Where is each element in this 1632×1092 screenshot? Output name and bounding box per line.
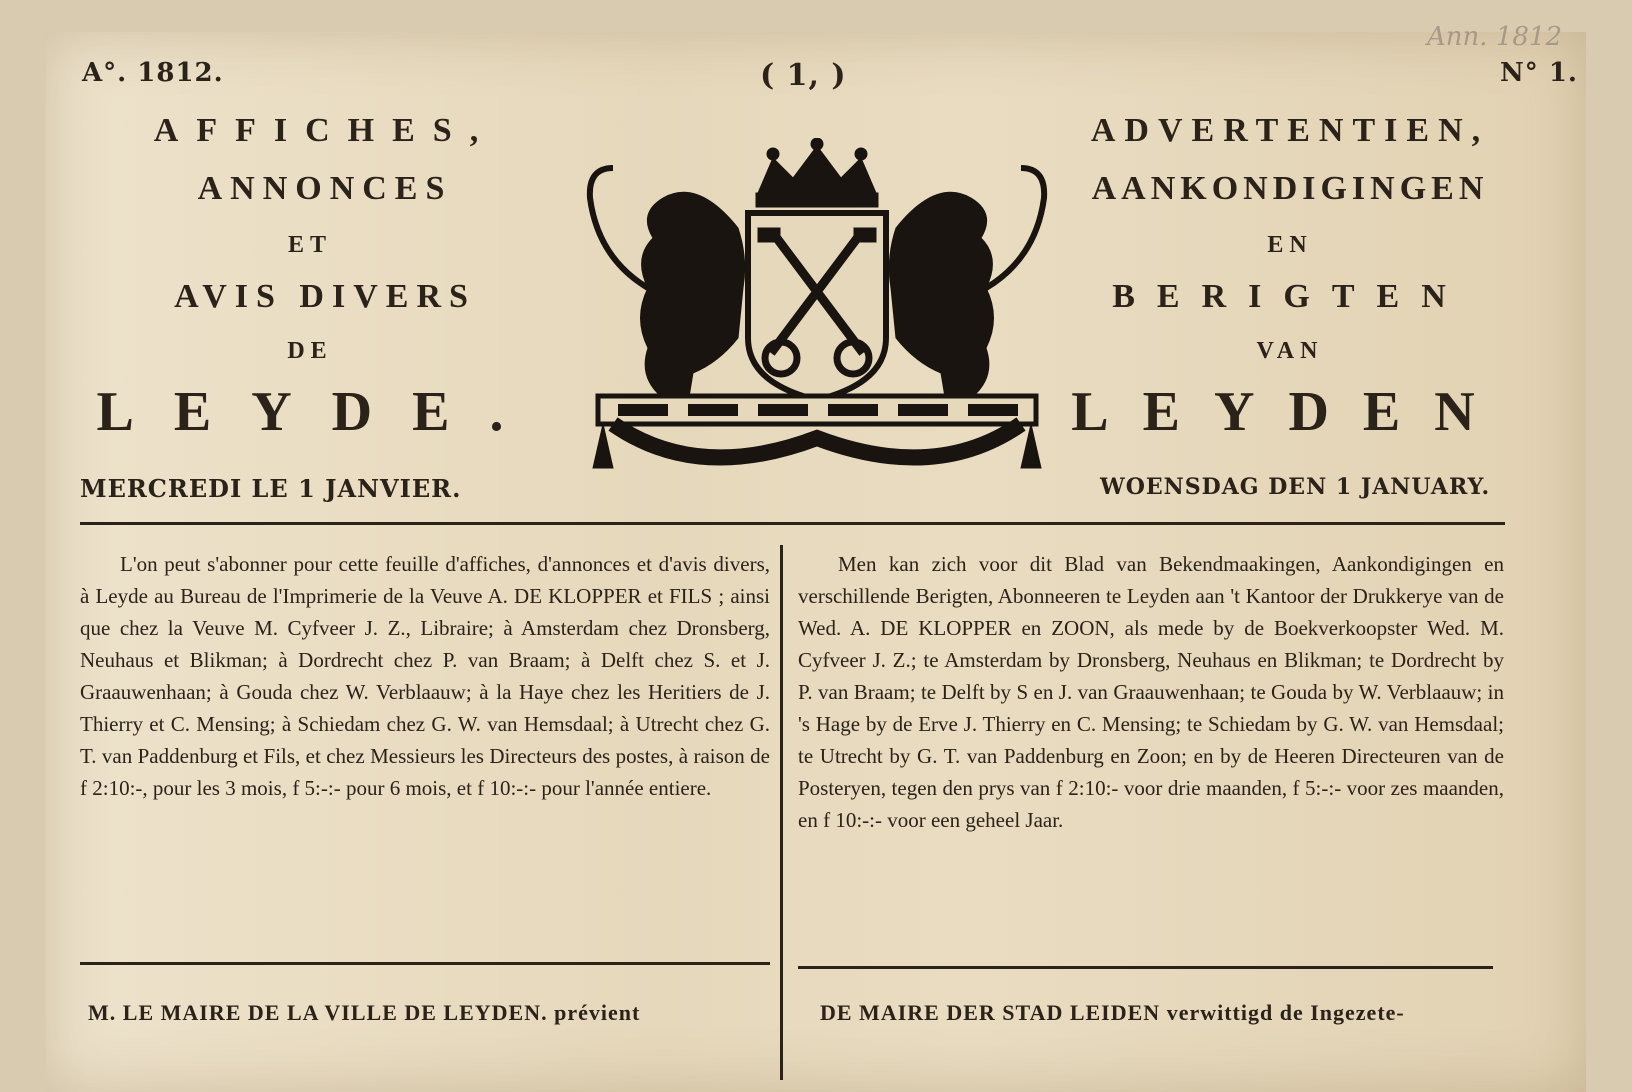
column-divider [780,545,783,1080]
dutch-title-line-3: EN [1267,232,1313,258]
handwritten-archive-note: Ann. 1812 [1427,22,1562,52]
dutch-date: WOENSDAG DEN 1 JANUARY. [1100,474,1491,500]
dutch-title-line-2: AANKONDIGINGEN [1091,170,1489,207]
french-notice-heading: M. LE MAIRE DE LA VILLE DE LEYDEN. prévient [88,1000,641,1025]
dutch-subscription-text [798,548,1504,836]
dutch-section-rule [798,966,1493,969]
french-paragraph: L'on peut s'abonner pour cette feuille d'affiches, d'annonces et d'avis divers, à Leyde au Bureau de l'Imprimerie de la Veuve A. DE KLOPPER et FILS ; ainsi que chez la Veuve M. Cyfveer J. Z., Libraire; à Amsterdam chez Dronsberg, Neuhaus et Blikman; à Dordrecht chez P. van Braam; à Delft chez S. et J. Graauwenhaan; à Gouda chez W. Verblaauw; à la Haye chez les Heritiers de J. Thierry et C. Mensing; à Schiedam chez G. W. van Hemsdaal; à Utrecht chez G. T. van Paddenburg et Fils, et chez Messieurs les Directeurs des postes, à raison de f 2:10:-, pour les 3 mois, f 5:-:- pour 6 mois, et f 10:-:- pour l'année entiere. [80,552,770,800]
dutch-notice-heading: DE MAIRE DER STAD LEIDEN verwittigd de Ingezete- [820,1000,1405,1025]
header-rule [80,522,1505,525]
dutch-title-line-1: ADVERTENTIEN, [1090,112,1490,149]
issue-number: N° 1. [1500,58,1578,88]
french-title-line-4: AVIS DIVERS [174,278,476,315]
french-title-line-6: LEYDE. [96,381,544,443]
dutch-title-line-4: BERIGTEN [1112,278,1468,315]
dutch-title-line-6: LEYDEN [1071,381,1509,443]
french-title-line-1: AFFICHES, [153,112,497,149]
french-title-line-3: ET [287,232,332,258]
french-title-line-2: ANNONCES [197,170,453,207]
year-label: A°. 1812. [82,58,224,88]
french-date: MERCREDI LE 1 JANVIER. [80,474,462,503]
coat-of-arms-crossed-keys-lions-icon [578,138,1056,483]
dutch-title-line-5: VAN [1256,338,1324,364]
french-section-rule [80,962,770,965]
page-number: ( 1, ) [760,58,847,93]
dutch-paragraph: Men kan zich voor dit Blad van Bekendmaakingen, Aankondigingen en verschillende Berigten, Abonneeren te Leyden aan 't Kantoor der Drukkerye van de Wed. A. DE KLOPPER en ZOON, als mede by de Boekverkoopster Wed. M. Cyfveer J. Z.; te Amsterdam by Dronsberg, Neuhaus en Blikman; te Dordrecht by P. van Braam; te Delft by S en J. van Graauwenhaan; te Gouda by W. Verblaauw; in 's Hage by de Erve J. Thierry en C. Mensing; te Schiedam by G. W. van Hemsdaal; te Utrecht by G. T. van Paddenburg en Zoon; en by de Heeren Directeuren van de Posteryen, tegen den prys van f 2:10:- voor drie maanden, f 5:-:- voor zes maanden, en f 10:-:- voor een geheel Jaar. [798,552,1504,832]
french-subscription-text [80,548,770,804]
french-title-line-5: DE [287,338,333,364]
